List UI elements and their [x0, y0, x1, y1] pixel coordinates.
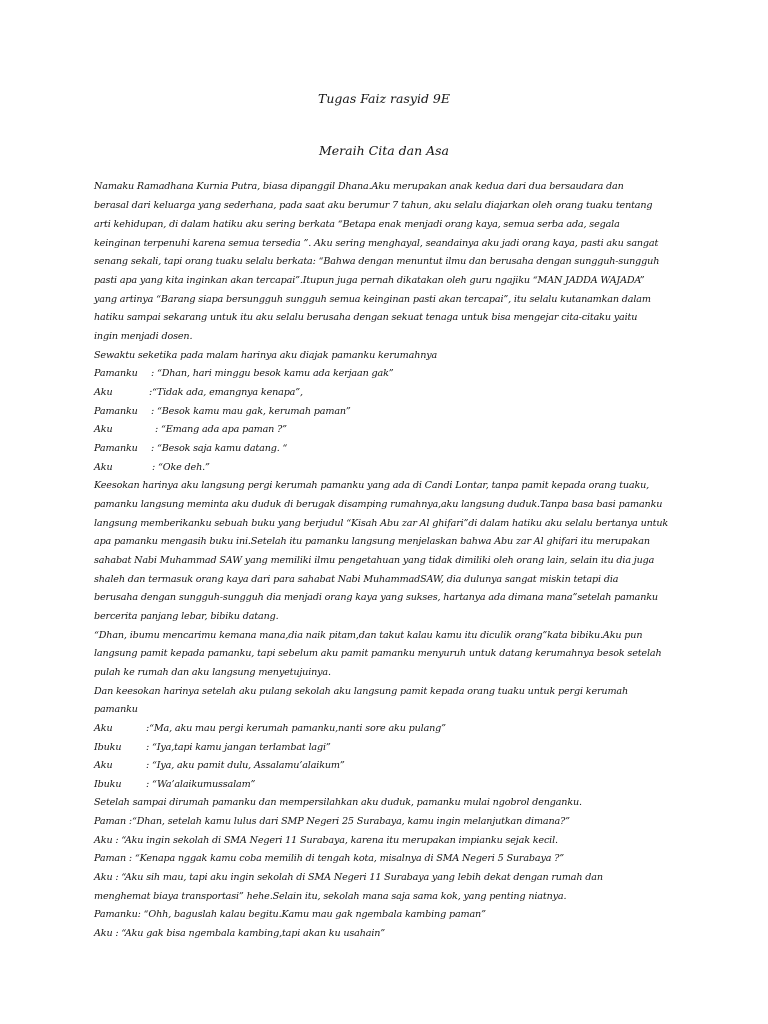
body-line: ingin menjadi dosen.: [94, 331, 193, 342]
dialog-text: “Ma, aku mau pergi kerumah pamanku,nanti sore aku pulang”: [149, 723, 446, 734]
dialog-line: [94, 443, 287, 454]
body-line: Aku : “Aku gak bisa ngembala kambing,tapi akan ku usahain”: [94, 928, 386, 939]
body-line: senang sekali, tapi orang tuaku selalu berkata: “Bahwa dengan menuntut ilmu dan berusaha dengan sungguh-sungguh: [94, 256, 660, 267]
dialog-speaker: Aku: [94, 387, 113, 398]
dialog-speaker: Aku: [94, 424, 113, 435]
dialog-separator: :: [146, 742, 152, 753]
dialog-speaker: Ibuku: [94, 779, 122, 790]
body-line: Setelah sampai dirumah pamanku dan mempersilahkan aku duduk, pamanku mulai ngobrol denganku.: [94, 797, 582, 808]
body-line: berasal dari keluarga yang sederhana, pada saat aku berumur 7 tahun, aku selalu diajarkan oleh orang tuaku tentang: [94, 200, 653, 211]
dialog-speaker: Aku: [94, 462, 113, 473]
body-line: keinginan terpenuhi karena semua tersedia ”. Aku sering menghayal, seandainya aku jadi orang kaya, pasti aku sangat: [94, 238, 659, 249]
dialog-separator: :: [146, 723, 150, 734]
dialog-line: [94, 406, 351, 417]
body-line: Sewaktu seketika pada malam harinya aku diajak pamanku kerumahnya: [94, 350, 438, 361]
dialog-line: [94, 760, 345, 771]
dialog-line: [94, 462, 210, 473]
body-line: pamanku: [94, 704, 138, 715]
dialog-line: [94, 387, 303, 398]
body-line: yang artinya “Barang siapa bersungguh sungguh semua keinginan pasti akan tercapai”, itu selalu kutanamkan dalam: [94, 294, 651, 305]
dialog-speaker: Ibuku: [94, 742, 122, 753]
dialog-speaker: Pamanku: [94, 443, 138, 454]
dialog-separator: :: [151, 406, 157, 417]
dialog-line: [94, 779, 255, 790]
dialog-text: “Tidak ada, emangnya kenapa”,: [152, 387, 303, 398]
dialog-text: “Besok saja kamu datang. “: [156, 443, 288, 454]
dialog-line: [94, 368, 393, 379]
document-subtitle: Meraih Cita dan Asa: [318, 143, 450, 158]
body-line: “Dhan, ibumu mencarimu kemana mana,dia naik pitam,dan takut kalau kamu itu diculik orang”kata bibiku.Aku pun: [94, 630, 643, 641]
body-line: pamanku langsung meminta aku duduk di berugak disamping rumahnya,aku langsung duduk.Tanpa basa basi pamanku: [94, 499, 663, 510]
dialog-text: “Iya,tapi kamu jangan terlambat lagi”: [151, 742, 331, 753]
body-line: Namaku Ramadhana Kurnia Putra, biasa dipanggil Dhana.Aku merupakan anak kedua dari dua bersaudara dan: [94, 181, 624, 192]
dialog-text: “Iya, aku pamit dulu, Assalamu’alaikum”: [151, 760, 345, 771]
dialog-line: [94, 424, 287, 435]
body-line: Aku : “Aku sih mau, tapi aku ingin sekolah di SMA Negeri 11 Surabaya yang lebih dekat dengan rumah dan: [94, 872, 603, 883]
dialog-separator: :: [149, 387, 153, 398]
dialog-line: [94, 723, 446, 734]
dialog-line: [94, 742, 331, 753]
body-line: langsung pamit kepada pamanku, tapi sebelum aku pamit pamanku menyuruh untuk datang kerumahnya besok setelah: [94, 648, 662, 659]
dialog-text: “Wa’alaikumussalam”: [151, 779, 256, 790]
body-line: Keesokan harinya aku langsung pergi kerumah pamanku yang ada di Candi Lontar, tanpa pamit kepada orang tuaku,: [94, 480, 650, 491]
dialog-separator: :: [146, 760, 152, 771]
dialog-speaker: Pamanku: [94, 406, 138, 417]
dialog-text: “Oke deh.”: [157, 462, 210, 473]
dialog-text: “Besok kamu mau gak, kerumah paman”: [156, 406, 351, 417]
dialog-separator: :: [152, 462, 158, 473]
dialog-text: “Dhan, hari minggu besok kamu ada kerjaan gak”: [156, 368, 394, 379]
dialog-separator: :: [151, 443, 157, 454]
body-line: Paman :“Dhan, setelah kamu lulus dari SMP Negeri 25 Surabaya, kamu ingin melanjutkan dimana?”: [94, 816, 570, 827]
dialog-separator: :: [146, 779, 152, 790]
body-line: sahabat Nabi Muhammad SAW yang memiliki ilmu pengetahuan yang tidak dimiliki oleh orang lain, selain itu dia juga: [94, 555, 655, 566]
dialog-speaker: Aku: [94, 723, 113, 734]
dialog-separator: :: [155, 424, 161, 435]
body-line: pasti apa yang kita inginkan akan tercapai”.Itupun juga pernah dikatakan oleh guru ngajiku “MAN JADDA WAJADA”: [94, 275, 645, 286]
body-line: berusaha dengan sungguh-sungguh dia menjadi orang kaya yang sukses, hartanya ada dimana mana”setelah pamanku: [94, 592, 658, 603]
body-line: Pamanku: “Ohh, baguslah kalau begitu.Kamu mau gak ngembala kambing paman”: [94, 909, 486, 920]
dialog-separator: :: [151, 368, 157, 379]
body-line: langsung memberikanku sebuah buku yang berjudul “Kisah Abu zar Al ghifari”di dalam hatiku aku selalu bertanya untuk: [94, 518, 669, 529]
document-title: Tugas Faiz rasyid 9E: [317, 91, 451, 106]
dialog-speaker: Pamanku: [94, 368, 138, 379]
body-line: bercerita panjang lebar, bibiku datang.: [94, 611, 279, 622]
dialog-text: “Emang ada apa paman ?”: [160, 424, 287, 435]
body-line: menghemat biaya transportasi” hehe.Selain itu, sekolah mana saja sama kok, yang penting niatnya.: [94, 891, 567, 902]
body-line: shaleh dan termasuk orang kaya dari para sahabat Nabi MuhammadSAW, dia dulunya sangat miskin tetapi dia: [94, 574, 619, 585]
dialog-speaker: Aku: [94, 760, 113, 771]
body-line: Paman : “Kenapa nggak kamu coba memilih di tengah kota, misalnya di SMA Negeri 5 Surabaya ?”: [94, 853, 564, 864]
body-line: Aku : “Aku ingin sekolah di SMA Negeri 11 Surabaya, karena itu merupakan impianku sejak kecil.: [94, 835, 558, 846]
body-line: pulah ke rumah dan aku langsung menyetujuinya.: [94, 667, 331, 678]
body-line: hatiku sampai sekarang untuk itu aku selalu berusaha dengan sekuat tenaga untuk bisa mengejar cita-citaku yaitu: [94, 312, 638, 323]
body-line: arti kehidupan, di dalam hatiku aku sering berkata “Betapa enak menjadi orang kaya, semua serba ada, segala: [94, 219, 620, 230]
body-line: apa pamanku mengasih buku ini.Setelah itu pamanku langsung menjelaskan bahwa Abu zar Al ghifari itu merupakan: [94, 536, 650, 547]
body-line: Dan keesokan harinya setelah aku pulang sekolah aku langsung pamit kepada orang tuaku untuk pergi kerumah: [94, 686, 628, 697]
